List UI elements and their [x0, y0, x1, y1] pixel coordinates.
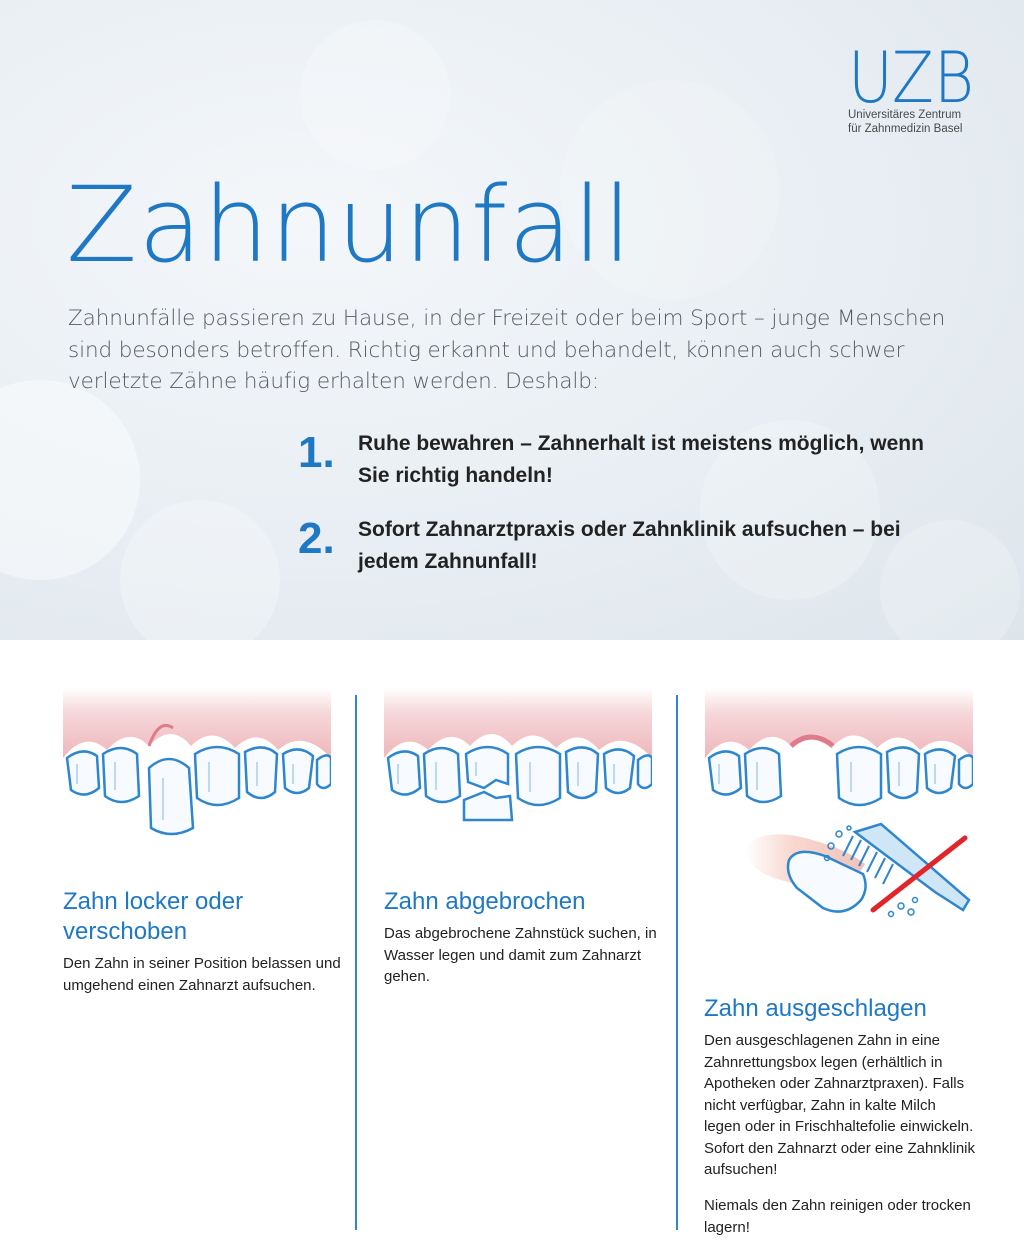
- illustration-knocked-out-tooth: [705, 688, 973, 928]
- teeth-broken-icon: [384, 688, 652, 838]
- card-text-knocked-out: Den ausgeschlagenen Zahn in eine Zahnrettungsbox legen (erhältlich in Apotheken oder Zahnarztpraxen). Falls nicht verfügbar, Zahn in kalte Milch legen oder in Frischhaltefolie einwickeln. Sofort den Zahnarzt oder eine Zahnklinik aufsuchen!: [704, 1032, 975, 1178]
- card-text-loose: Den Zahn in seiner Position belassen und umgehend einen Zahnarzt aufsuchen.: [63, 955, 341, 994]
- card-title-knocked-out: Zahn ausgeschlagen: [704, 995, 927, 1022]
- step-number: 2.: [298, 514, 335, 563]
- bokeh-decoration: [300, 20, 450, 170]
- card-title-loose: Zahn locker oder verschoben: [63, 888, 244, 945]
- logo-line-1: Universitäres Zentrum: [848, 109, 962, 121]
- step-number: 1.: [298, 428, 335, 477]
- column-divider: [676, 695, 678, 1230]
- intro-text: Zahnunfälle passieren zu Hause, in der Freizeit oder beim Sport – junge Menschen sind besonders betroffen. Richtig erkannt und behandelt, können auch schwer verletzte Zähne häufig erhalten werden. Deshalb:: [68, 306, 946, 394]
- uzb-logo-mark: [848, 44, 976, 108]
- illustration-broken-tooth: [384, 688, 652, 838]
- svg-text:UZB: UZB: [848, 44, 974, 108]
- bokeh-decoration: [120, 500, 280, 640]
- illustration-loose-tooth: [63, 688, 331, 838]
- card-warning-knocked-out: Niemals den Zahn reinigen oder trocken lagern!: [704, 1197, 971, 1236]
- logo-line-2: für Zahnmedizin Basel: [848, 123, 963, 135]
- step-text: Sofort Zahnarztpraxis oder Zahnklinik aufsuchen – bei jedem Zahnunfall!: [358, 518, 901, 573]
- column-divider: [355, 695, 357, 1230]
- teeth-loose-icon: [63, 688, 331, 838]
- card-title-broken: Zahn abgebrochen: [384, 888, 586, 915]
- card-text-broken: Das abgebrochene Zahnstück suchen, in Wasser legen und damit zum Zahnarzt gehen.: [384, 925, 657, 985]
- page-title: Zahnunfall: [66, 164, 633, 286]
- step-text: Ruhe bewahren – Zahnerhalt ist meistens möglich, wenn Sie richtig handeln!: [358, 432, 924, 487]
- bokeh-decoration: [0, 380, 140, 580]
- uzb-logo: [848, 44, 978, 136]
- teeth-knocked-out-icon: [705, 688, 973, 928]
